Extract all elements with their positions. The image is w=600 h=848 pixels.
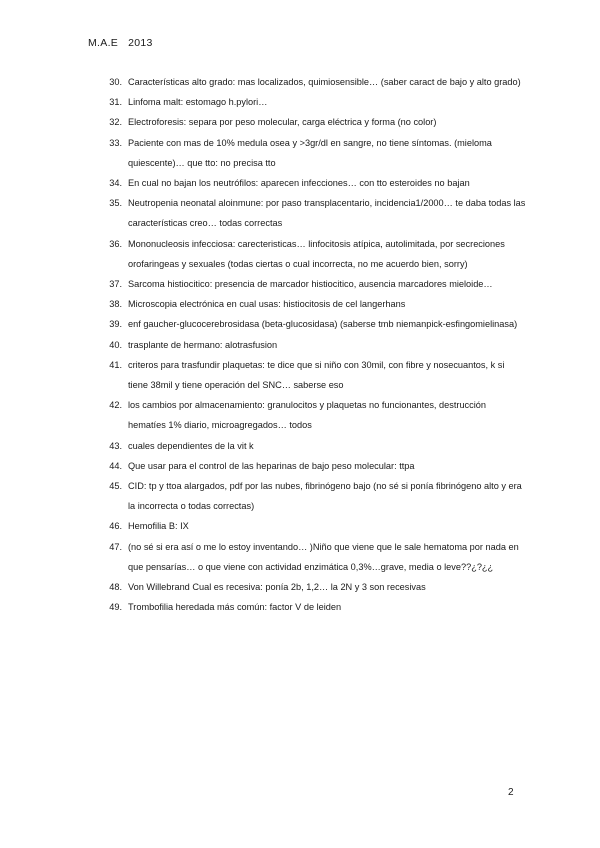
- item-number: 38.: [109, 299, 122, 310]
- page-header: [88, 37, 153, 49]
- list-item: [106, 516, 526, 536]
- item-number: 44.: [109, 460, 122, 471]
- item-number: 45.: [109, 481, 122, 492]
- item-text: cuales dependientes de la vit k: [128, 440, 254, 451]
- item-text: Que usar para el control de las heparinas de bajo peso molecular: ttpa: [128, 460, 415, 471]
- list-item: [106, 72, 526, 92]
- item-number: 47.: [109, 541, 122, 552]
- list-item: [106, 133, 526, 173]
- item-text: Electroforesis: separa por peso molecular, carga eléctrica y forma (no color): [128, 117, 437, 128]
- item-text: Mononucleosis infecciosa: carecteristicas… linfocitosis atípica, autolimitada, por secreciones orofaringeas y sexuales (todas ciertas o cual incorrecta, no me acuerdo bien, sorry): [128, 238, 505, 269]
- list-item: [106, 193, 526, 233]
- list-item: [106, 173, 526, 193]
- item-number: 42.: [109, 400, 122, 411]
- item-text: Características alto grado: mas localizados, quimiosensible… (saber caract de bajo y alto grado): [128, 77, 521, 87]
- item-text: Sarcoma histiocitico: presencia de marcador histiocitico, ausencia marcadores mieloide…: [128, 279, 493, 290]
- item-number: 36.: [109, 238, 122, 249]
- list-item: [106, 395, 526, 435]
- item-text: enf gaucher-glucocerebrosidasa (beta-glucosidasa) (saberse tmb niemanpick-esfingomielinasa): [128, 319, 518, 330]
- list-item: [106, 335, 526, 355]
- list-item: [106, 597, 526, 617]
- header-initials: M.A.E: [88, 37, 119, 49]
- item-text: Neutropenia neonatal aloinmune: por paso transplacentario, incidencia1/2000… te daba todas las características creo… todas correctas: [128, 198, 526, 229]
- item-text: Hemofilia B: IX: [128, 521, 189, 532]
- item-text: Linfoma malt: estomago h.pylori…: [128, 97, 268, 108]
- item-number: 46.: [109, 521, 122, 532]
- list-item: [106, 294, 526, 314]
- page-number: 2: [508, 787, 514, 798]
- list-item: [106, 92, 526, 112]
- item-number: 34.: [109, 178, 122, 189]
- item-text: Paciente con mas de 10% medula osea y >3gr/dl en sangre, no tiene síntomas. (mieloma quiescente)… que tto: no precisa tto: [128, 137, 492, 168]
- item-text: CID: tp y ttoa alargados, pdf por las nubes, fibrinógeno bajo (no sé si ponía fibrinógeno alto y era la incorrecta o todas correctas): [128, 481, 522, 512]
- item-number: 32.: [109, 117, 122, 128]
- header-year: 2013: [128, 37, 153, 49]
- list-item: [106, 537, 526, 577]
- list-item: [106, 456, 526, 476]
- item-number: 43.: [109, 440, 122, 451]
- list-item: [106, 234, 526, 274]
- list-item: [106, 112, 526, 132]
- item-number: 35.: [109, 198, 122, 209]
- item-number: 33.: [109, 137, 122, 148]
- list-item: [106, 314, 526, 334]
- item-text: los cambios por almacenamiento: granulocitos y plaquetas no funcionantes, destrucción hematíes 1% diario, microagregados… todos: [128, 400, 487, 431]
- list-item: [106, 355, 526, 395]
- item-text: criteros para trasfundir plaquetas: te dice que si niño con 30mil, con fibre y nosecuantos, k si tiene 38mil y tiene operación del SNC… saberse eso: [128, 359, 505, 391]
- item-number: 41.: [109, 359, 122, 370]
- item-number: 48.: [109, 582, 122, 593]
- item-text: (no sé si era así o me lo estoy inventando… )Niño que viene que le sale hematoma por nada en que pensarías… o que viene con actividad enzimática 0,3%…grave, media o leve??¿?¿¿: [128, 541, 519, 572]
- item-number: 30.: [109, 77, 122, 87]
- list-item: [106, 436, 526, 456]
- list-item: [106, 476, 526, 516]
- list-item: [106, 577, 526, 597]
- question-list: [106, 72, 526, 617]
- list-item: [106, 274, 526, 294]
- item-text: trasplante de hermano: alotrasfusion: [128, 339, 278, 350]
- item-text: Microscopia electrónica en cual usas: histiocitosis de cel langerhans: [128, 299, 406, 310]
- item-number: 39.: [109, 319, 122, 330]
- item-text: Von Willebrand Cual es recesiva: ponía 2b, 1,2… la 2N y 3 son recesivas: [128, 582, 426, 593]
- item-text: Trombofilia heredada más común: factor V de leiden: [128, 602, 342, 613]
- item-number: 31.: [109, 97, 122, 108]
- item-number: 49.: [109, 602, 122, 613]
- item-number: 37.: [109, 279, 122, 290]
- item-number: 40.: [109, 339, 122, 350]
- item-text: En cual no bajan los neutrófilos: aparecen infecciones… con tto esteroides no bajan: [128, 178, 470, 189]
